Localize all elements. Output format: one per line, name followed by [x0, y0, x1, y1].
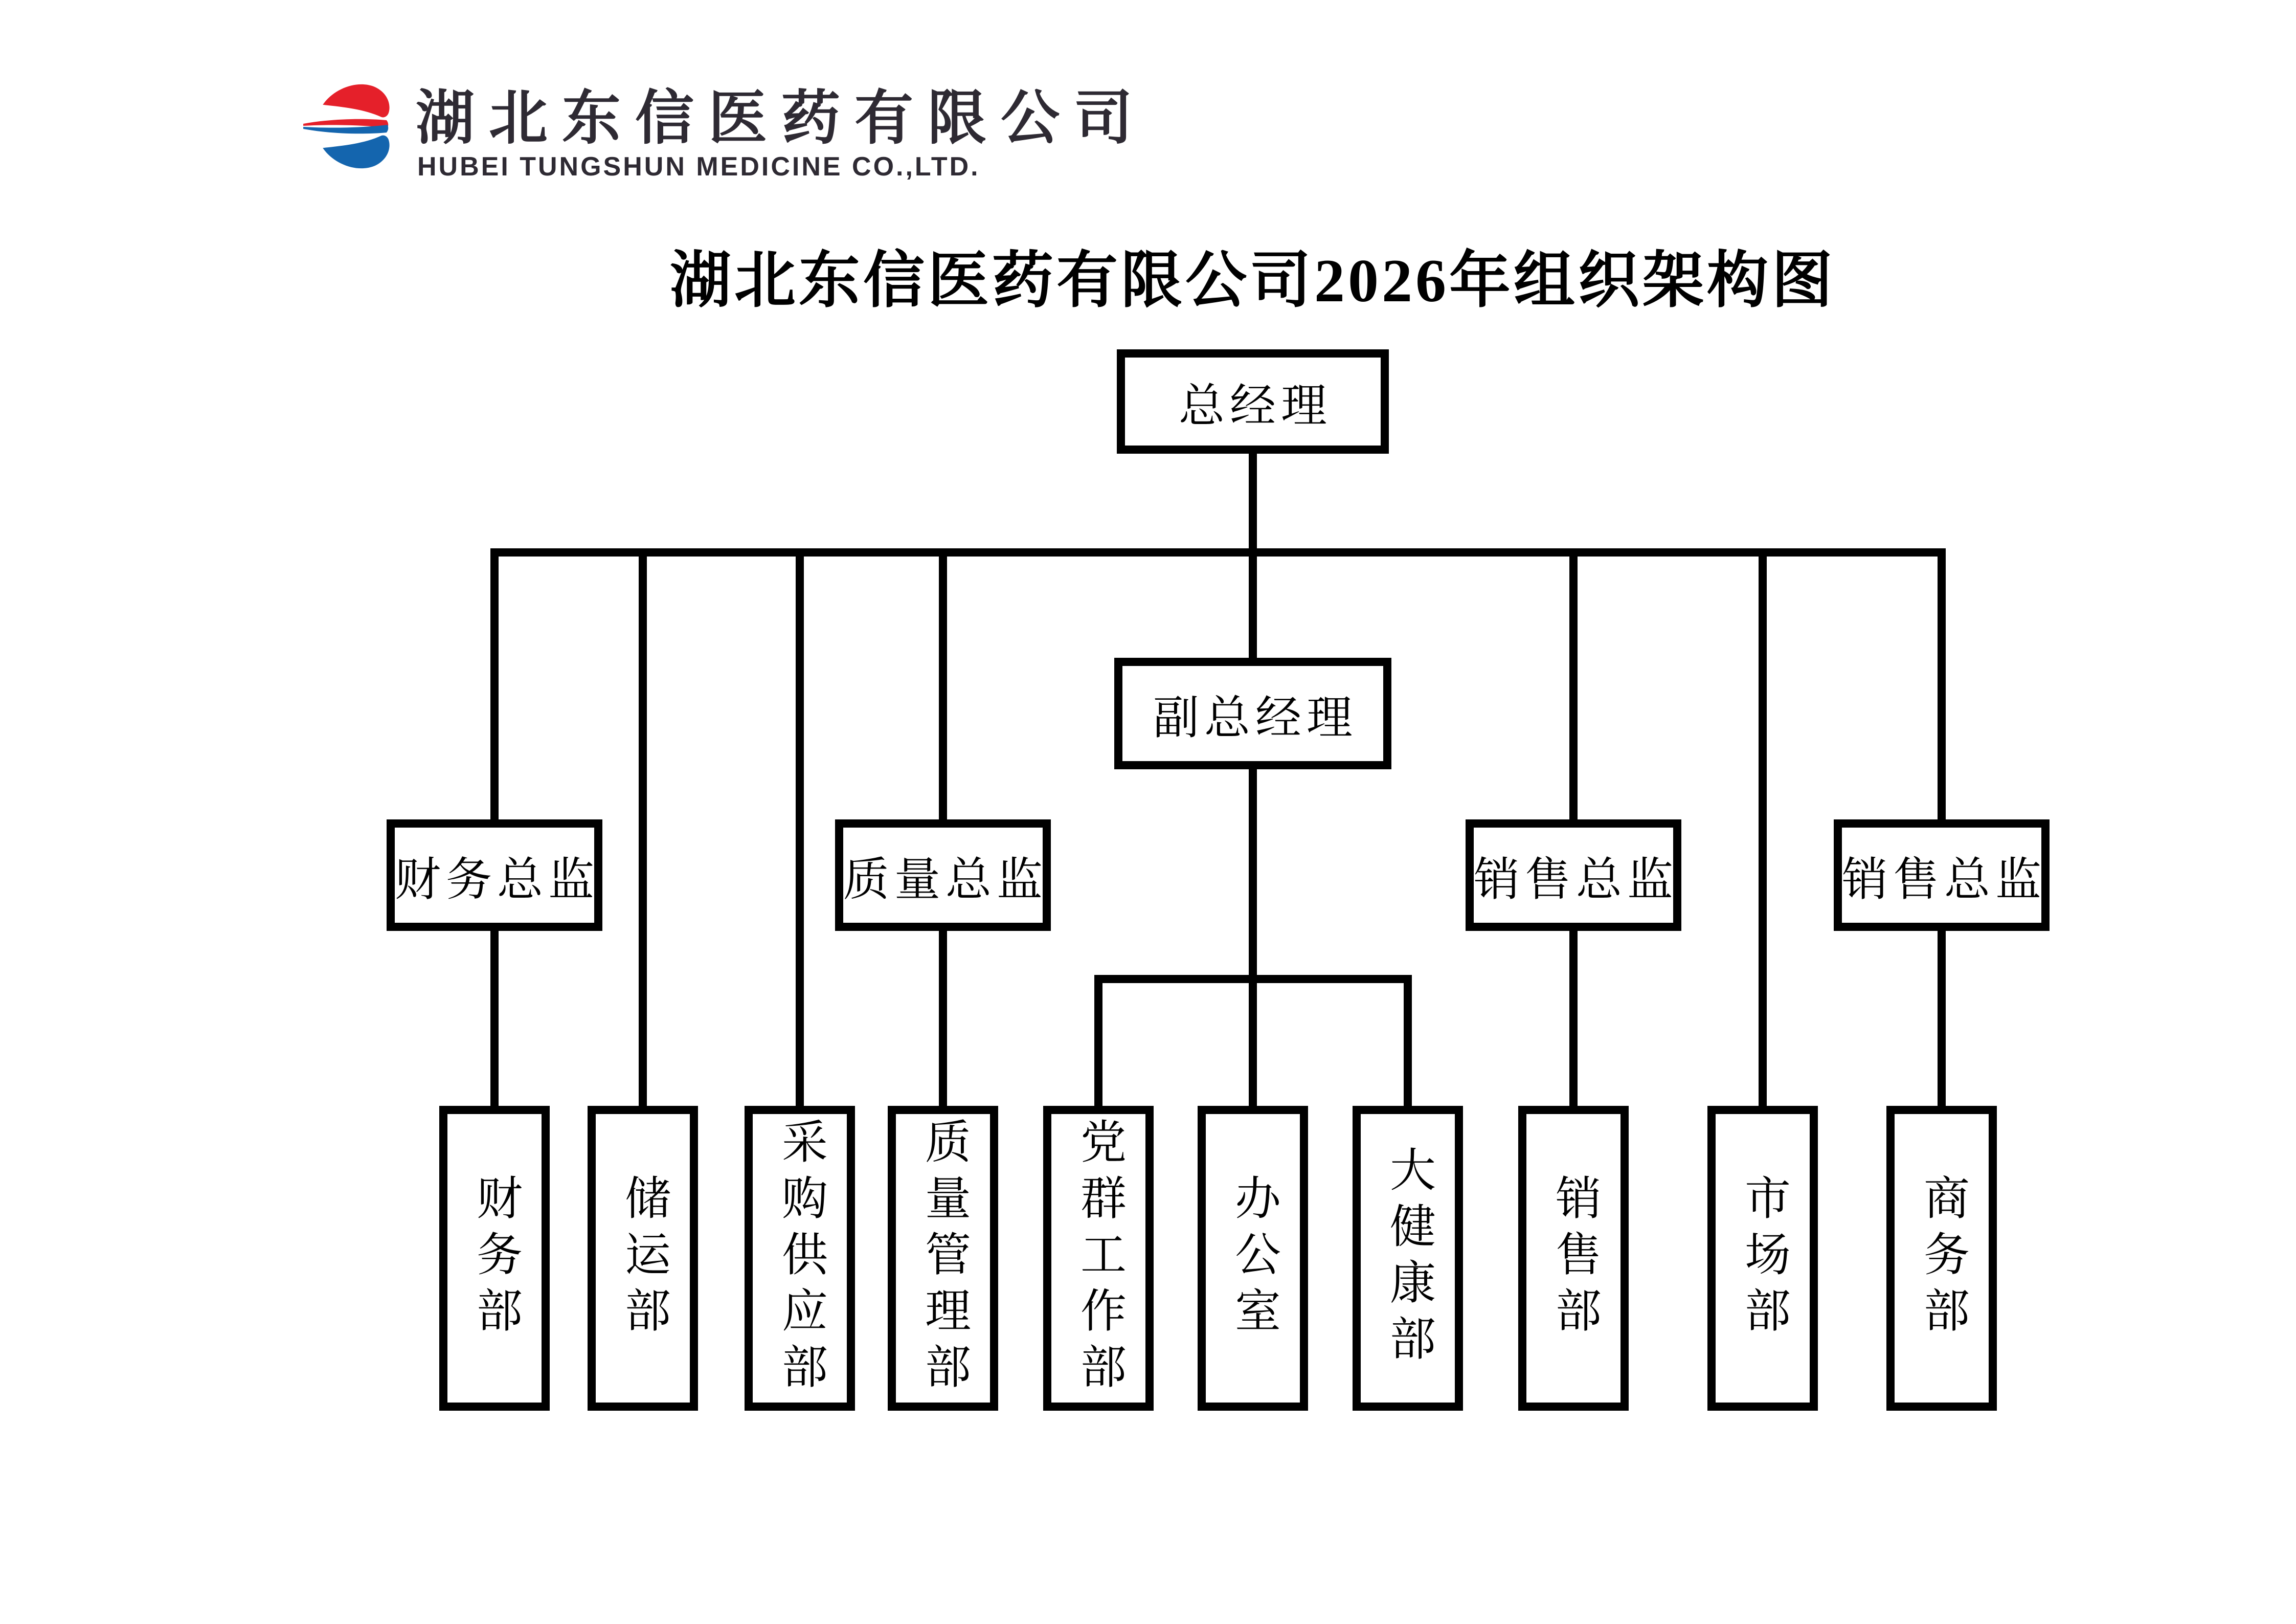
connector-main-bus	[490, 548, 1946, 557]
org-node-label: 办公室	[1228, 1174, 1278, 1343]
org-node-deputy-general-manager	[1114, 658, 1391, 769]
org-node-label: 财务部	[469, 1174, 520, 1343]
org-node-label: 销售部	[1548, 1174, 1599, 1343]
org-node-market-dept	[1707, 1106, 1818, 1411]
org-node-general-office	[1198, 1106, 1308, 1411]
org-node-sales-dept	[1518, 1106, 1629, 1411]
connector-subbus-to-dept6	[1249, 983, 1257, 1106]
org-node-label: 总经理	[1179, 381, 1332, 432]
connector-bus-to-dept3	[796, 557, 804, 1106]
connector-subbus-to-dept7	[1404, 983, 1412, 1106]
org-node-finance-director	[387, 819, 602, 931]
logo-petal-bottom	[323, 136, 389, 169]
connector-gm-to-bus	[1249, 454, 1257, 548]
org-node-label: 市场部	[1738, 1174, 1788, 1343]
org-node-quality-director	[835, 819, 1051, 931]
org-node-label: 采购供应部	[775, 1118, 825, 1399]
org-node-label: 大健康部	[1383, 1146, 1433, 1371]
org-node-sales-director-2	[1834, 819, 2050, 931]
org-node-quality-management-dept	[888, 1106, 998, 1411]
company-name-chinese: 湖北东信医药有限公司	[416, 85, 1147, 151]
logo-petal-lower-mid	[303, 125, 388, 134]
org-node-label: 储运部	[618, 1174, 668, 1343]
org-node-storage-transport-dept	[588, 1106, 698, 1411]
org-node-finance-dept	[439, 1106, 550, 1411]
connector-bus-to-dir3	[1569, 557, 1578, 819]
connector-dir1-to-dept1	[490, 931, 499, 1106]
org-node-label: 销售总监	[1474, 855, 1678, 905]
org-node-purchasing-supply-dept	[745, 1106, 855, 1411]
connector-bus-to-dgm	[1249, 557, 1257, 658]
connector-sub-bus	[1094, 975, 1412, 983]
org-node-sales-director-1	[1466, 819, 1681, 931]
connector-bus-to-dept9	[1759, 557, 1767, 1106]
connector-dir2-to-dept4	[939, 931, 947, 1106]
org-node-label: 质量总监	[843, 855, 1048, 905]
connector-bus-to-dept2	[639, 557, 647, 1106]
connector-bus-to-dir2	[939, 557, 947, 819]
company-name-english: HUBEI TUNGSHUN MEDICINE CO.,LTD.	[417, 152, 980, 182]
org-node-general-manager	[1117, 349, 1389, 454]
connector-dgm-to-subbus	[1249, 769, 1257, 975]
org-node-party-mass-work-dept	[1043, 1106, 1154, 1411]
org-node-label: 财务总监	[395, 855, 599, 905]
org-node-label: 商务部	[1917, 1174, 1967, 1343]
connector-bus-to-dir1	[490, 557, 499, 819]
company-logo-icon	[296, 77, 399, 174]
org-node-label: 副总经理	[1153, 693, 1358, 744]
org-node-label: 销售总监	[1842, 855, 2046, 905]
connector-subbus-to-dept5	[1094, 983, 1102, 1106]
org-node-label: 党群工作部	[1073, 1118, 1124, 1399]
org-node-big-health-dept	[1353, 1106, 1463, 1411]
org-node-label: 质量管理部	[918, 1118, 969, 1399]
org-node-commerce-dept	[1886, 1106, 1997, 1411]
page-title: 湖北东信医药有限公司2026年组织架构图	[670, 247, 1836, 315]
connector-dir3-to-dept8	[1569, 931, 1578, 1106]
logo-petal-top	[323, 84, 389, 118]
connector-dir4-to-dept10	[1938, 931, 1946, 1106]
connector-bus-to-dir4	[1938, 557, 1946, 819]
